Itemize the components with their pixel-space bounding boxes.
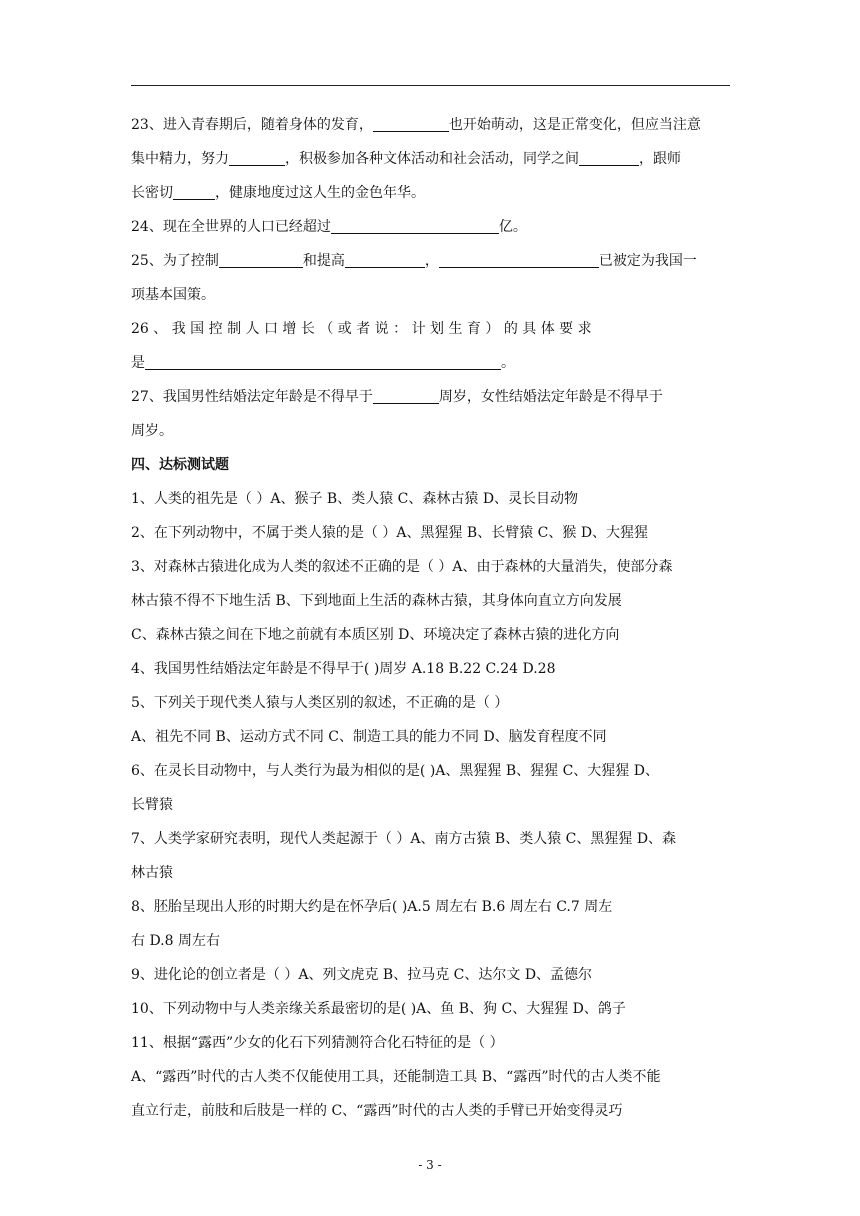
text-segment: ，积极参加各种文体活动和社会活动，同学之间 [285,151,579,167]
question-25-line-2: 项基本国策。 [131,287,215,303]
answer-blank[interactable] [219,251,303,268]
section-title: 四、达标测试题 [131,457,229,473]
text-segment: 长密切 [131,185,173,201]
answer-blank[interactable] [345,251,425,268]
text-segment: 集中精力，努力 [131,151,229,167]
test-line: 5、下列关于现代类人猿与人类区别的叙述，不正确的是（ ） [131,695,509,711]
answer-blank[interactable] [229,149,285,166]
test-line: 林古猿不得不下地生活 B、下到地面上生活的森林古猿，其身体向直立方向发展 [131,593,622,609]
text-segment: 是 [131,355,145,371]
test-line: 4、我国男性结婚法定年龄是不得早于( )周岁 A.18 B.22 C.24 D.28 [131,661,556,677]
text-segment: 27、我国男性结婚法定年龄是不得早于 [131,389,373,405]
text-segment: 和提高 [302,253,345,269]
test-line: 9、进化论的创立者是（ ）A、列文虎克 B、拉马克 C、达尔文 D、孟德尔 [131,967,593,983]
test-line: C、森林古猿之间在下地之前就有本质区别 D、环境决定了森林古猿的进化方向 [131,627,620,643]
text-segment: 已被定为我国一 [598,253,697,269]
test-line: A、“露西”时代的古人类不仅能使用工具，还能制造工具 B、“露西”时代的古人类不能 [131,1069,661,1085]
text-segment: 亿。 [498,219,527,235]
header-rule [131,85,730,86]
test-line: 10、下列动物中与人类亲缘关系最密切的是( )A、鱼 B、狗 C、大猩猩 D、鸽子 [131,1001,626,1017]
text-segment: 25、为了控制 [131,253,219,269]
page-number: - 3 - [418,1158,442,1172]
answer-blank[interactable] [145,353,501,370]
test-line: 11、根据“露西”少女的化石下列猜测符合化石特征的是（ ） [131,1035,504,1051]
answer-blank[interactable] [173,183,215,200]
test-line: 直立行走，前肢和后肢是一样的 C、“露西”时代的古人类的手臂已开始变得灵巧 [131,1103,623,1119]
question-23-line-3 [131,176,730,210]
page-content [131,108,730,1128]
answer-blank[interactable] [331,217,499,234]
question-24 [131,210,730,244]
text-segment: 周岁，女性结婚法定年龄是不得早于 [438,389,663,405]
answer-blank[interactable] [439,251,599,268]
test-line: 7、人类学家研究表明，现代人类起源于（ ）A、南方古猿 B、类人猿 C、黑猩猩 D、森 [131,831,677,847]
text-segment: ，健康地度过这人生的金色年华。 [215,185,425,201]
text-segment: 23、进入青春期后，随着身体的发育， [131,117,373,133]
answer-blank[interactable] [373,387,439,404]
question-26-line-1: 26 、 我 国 控 制 人 口 增 长 （ 或 者 说 ： 计 划 生 育 ） 的 具 体 要 求 [131,321,592,337]
test-line: 林古猿 [131,865,173,881]
question-27-line-2: 周岁。 [131,423,173,439]
test-line: 8、胚胎呈现出人形的时期大约是在怀孕后( )A.5 周左右 B.6 周左右 C.7 周左 [131,899,613,915]
test-line: A、祖先不同 B、运动方式不同 C、制造工具的能力不同 D、脑发育程度不同 [131,729,607,745]
question-26-line-2 [131,346,730,380]
test-line: 2、在下列动物中，不属于类人猿的是（ ）A、黑猩猩 B、长臂猿 C、猴 D、大猩猩 [131,525,649,541]
answer-blank[interactable] [373,115,449,132]
text-segment: ， [424,253,439,269]
text-segment: 也开始萌动，这是正常变化，但应当注意 [448,117,701,133]
answer-blank[interactable] [579,149,639,166]
test-line: 1、人类的祖先是（ ）A、猴子 B、类人猿 C、森林古猿 D、灵长目动物 [131,491,579,507]
question-27-line-1 [131,380,730,414]
question-23-line-1 [131,108,730,142]
text-segment: ，跟师 [639,151,681,167]
question-25-line-1 [131,244,730,278]
text-segment: 24、现在全世界的人口已经超过 [131,219,331,235]
text-segment: 。 [501,355,515,371]
test-line: 长臂猿 [131,797,173,813]
test-line: 右 D.8 周左右 [131,933,220,949]
test-line: 6、在灵长目动物中，与人类行为最为相似的是( )A、黑猩猩 B、猩猩 C、大猩猩 D、 [131,763,659,779]
test-line: 3、对森林古猿进化成为人类的叙述不正确的是（ ）A、由于森林的大量消失，使部分森 [131,559,673,575]
question-23-line-2 [131,142,730,176]
